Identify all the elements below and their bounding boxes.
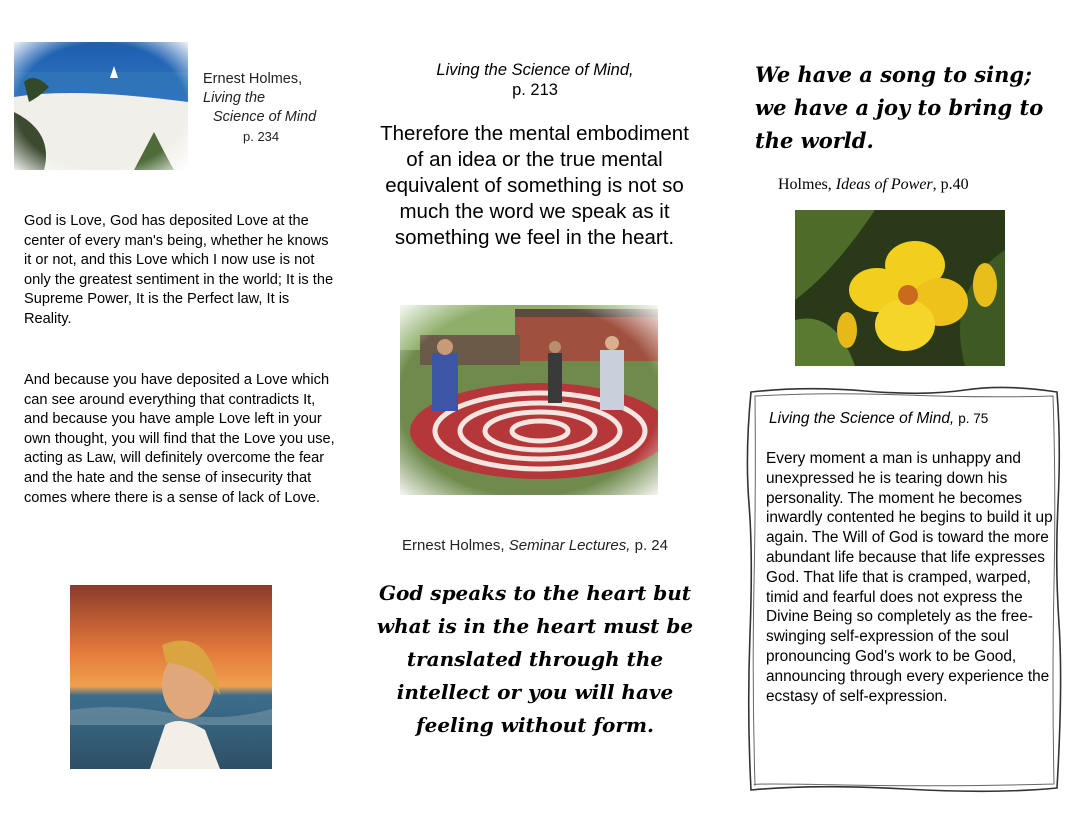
right-attribution-author: Holmes, — [778, 176, 836, 193]
script-quote: God speaks to the heart but what is in the heart must be translated through the intellect or you will have feeling without form. — [376, 581, 694, 737]
middle-citation-page: p. 213 — [512, 81, 558, 99]
right-attribution-title: Ideas of Power — [835, 176, 933, 193]
framed-citation — [769, 410, 1049, 428]
right-heading: We have a song to sing; we have a joy to bring to the world. — [755, 62, 1044, 153]
middle-attribution — [380, 537, 690, 554]
left-paragraph-1: God is Love, God has deposited Love at the center of every man's being, whether he knows it or not, and this Love which I now use is not only the greatest sentiment in the world; It is the Supreme Power, It is the Perfect law, It is Reality. — [24, 213, 334, 327]
left-attribution — [203, 70, 343, 146]
left-attribution-title-2: Science of Mind — [213, 109, 317, 125]
yellow-flower-photo — [795, 210, 1005, 366]
right-attribution-page: , p.40 — [932, 176, 969, 193]
woman-sunset-painting — [70, 585, 272, 769]
middle-citation — [380, 60, 690, 100]
framed-quote-body: Every moment a man is unhappy and unexpressed he is tearing down his personality. The moment he becomes inwardly contented he begins to build it up again. The Will of God is toward the more abundant life because that life expresses God. That life that is cramped, warped, timid and fearful does not express the Divine Being so completely as the free-swinging self-expression of the soul pronouncing God's work to be Good, announcing through every experience the ecstasy of self-expression. — [766, 450, 1053, 705]
beach-photo — [14, 42, 188, 170]
labyrinth-photo — [400, 305, 658, 495]
middle-attribution-page: p. 24 — [630, 537, 668, 554]
left-attribution-page: p. 234 — [243, 129, 280, 144]
left-paragraph-2: And because you have deposited a Love which can see around everything that contradicts It, and because you have ample Love left in your own thought, you will find that the Love you use, acting as Law, will definitely overcome the fear and the hate and the sense of insecurity that comes where there is a sense of lack of Love. — [24, 372, 335, 506]
middle-attribution-author: Ernest Holmes, — [402, 537, 509, 554]
right-attribution — [778, 176, 1068, 194]
middle-citation-title: Living the Science of Mind, — [436, 61, 634, 79]
middle-quote: Therefore the mental embodiment of an idea or the true mental equivalent of something is not so much the word we speak as it something we feel in the heart. — [380, 122, 689, 249]
left-attribution-title-1: Living the — [203, 90, 266, 106]
framed-citation-title: Living the Science of Mind, — [769, 410, 955, 427]
framed-citation-page: p. 75 — [958, 411, 989, 426]
left-attribution-author: Ernest Holmes, — [203, 71, 303, 87]
middle-attribution-title: Seminar Lectures, — [508, 537, 631, 554]
